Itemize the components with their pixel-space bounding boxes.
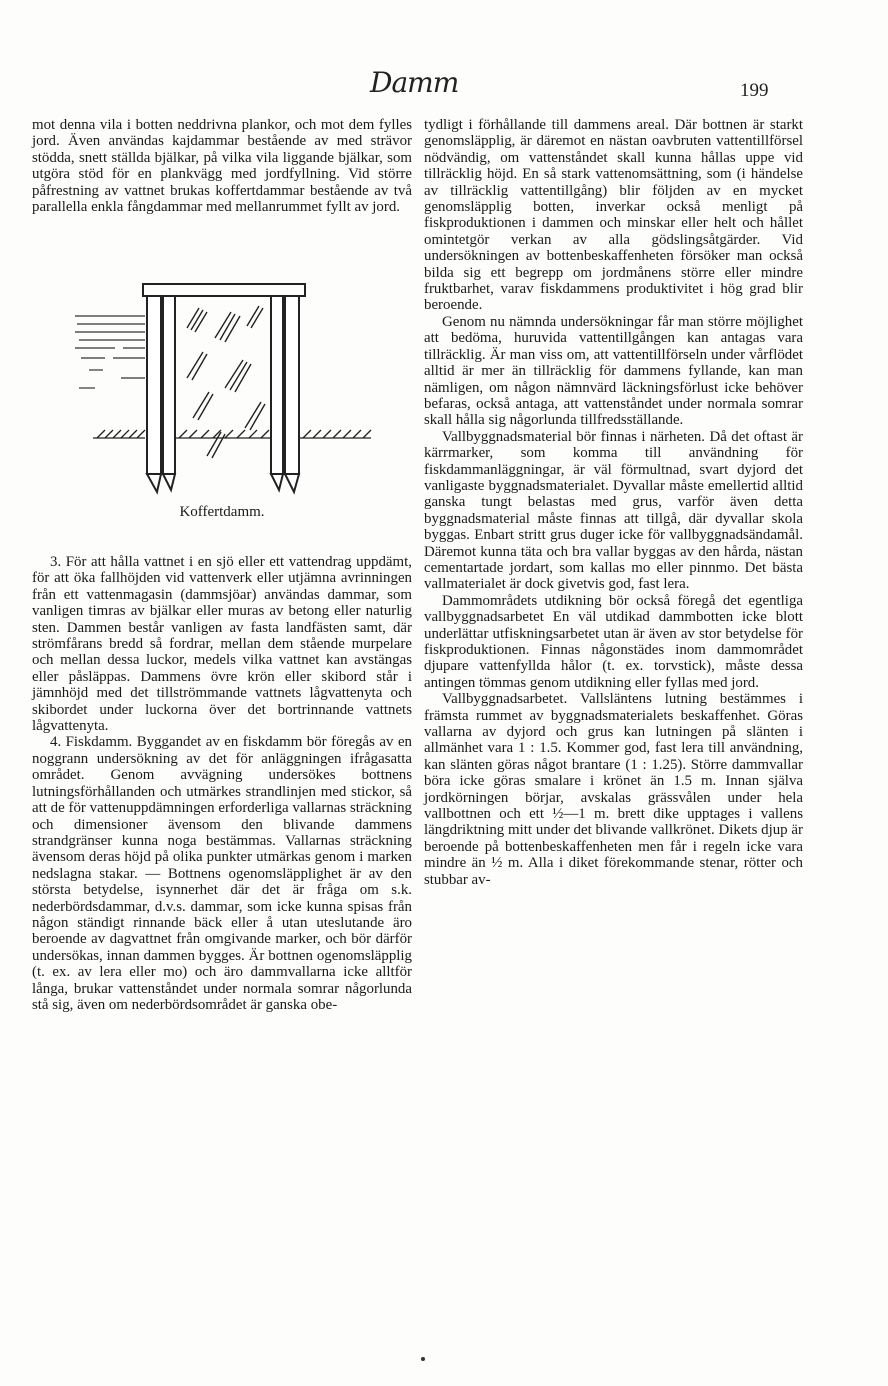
right-column <box>424 117 803 888</box>
paragraph: Dammområdets utdikning bör också föregå det egentliga vallbyggnadsarbetet En väl utdikad dammbotten icke blott underlättar utfiskningsarbetet utan är även av stor betydelse för fiskproduktionen. Finnas någonstädes inom dammområdet djupare vattenfyllda hålor (t. ex. torvstick), måste dessa antingen tömmas genom utdikning eller fyllas med jord. <box>424 592 803 691</box>
running-head: Damm <box>370 66 459 99</box>
paragraph: Vallbyggnadsmaterial bör finnas i närheten. Då det oftast är kärrmarker, som komma till användning för fiskdammanläggningar, är väl förmultnad, svart dyjord det vanligaste byggnadsmaterialet. Dyvallar måste emellertid alltid ganska tungt belastas med grus, varför även detta byggnadsmaterial måste finnas att tillgå, där dyvallar skola byggas. Enbart stritt grus duger icke för vallbyggnadsändamål. Däremot kunna täta och bra vallar byggas av den hårda, nästan cementartade jordart, som kallas mo eller pinnmo. Det bästa vallmaterialet är dock givetvis god, fast lera. <box>424 428 803 593</box>
paragraph: tydligt i förhållande till dammens areal. Där bottnen är starkt genomsläpplig, är däremot en nästan oavbruten vattentillförsel nödvändig, om vattenståndet skall kunna hållas uppe vid tillräcklig höjd. En så stark vattenomsättning, som (i händelse av tillräcklig vattentillgång) blir följden av en mycket genomsläpplig botten, inverkar också menligt på fiskproduktionen i dammen och minskar eller helt och hållet omintetgör verkan av alla gödslingsåtgärder. Vid undersökningen av bottenbeskaffenheten försöker man också bilda sig ett begrepp om jordmånens större eller mindre fruktbarhet, varav fiskdammens produktivitet i hög grad blir beroende. <box>424 117 803 314</box>
paragraph: 4. Fiskdamm. Byggandet av en fiskdamm bör föregås av en noggrann undersökning av det för anläggningen ifrågasatta området. Genom avvägning undersökes bottnens lutningsförhållanden och utmärkes strandlinjen med stickor, så att de för vattenuppdämningen erforderliga vallarnas sträckning och dimensioner ävensom den blivande dammens strandgränser kunna noga bestämmas. Vallarnas sträckning ävensom deras höjd på olika punkter utmärkas genom i marken nedslagna stakar. — Bottnens ogenomsläpplighet är av den största betydelse, isynnerhet där det är fråga om s.k. nederbördsdammar, d.v.s. dammar, som icke kunna spisas från någon ständigt rinnande bäck eller å utan uteslutande äro beroende av dagvattnet från omgivande marker, och bör därför undersökas, innan dammen bygges. Är bottnen ogenomsläpplig (t. ex. av lera eller mo) och äro dammvallarna icke alltför långa, brukar vattenståndet under normala somrar någorlunda stå sig, även om nederbördsområdet är ganska obe- <box>32 734 412 1013</box>
left-column-bottom <box>32 554 412 1013</box>
koffertdamm-figure <box>75 278 375 503</box>
page-mark <box>421 1357 425 1361</box>
paragraph: mot denna vila i botten neddrivna plankor, och mot dem fylles jord. Även användas kajdammar bestående av med strävor stödda, snett ställda bjälkar, på vilka vila liggande bjälkar, som utgöra stöd för en plankvägg med jordfyllning. Vid större påfrestning av vattnet brukas koffertdammar bestående av två parallella enkla fångdammar med mellanrummet fyllt av jord. <box>32 117 412 216</box>
paragraph: 3. För att hålla vattnet i en sjö eller ett vattendrag uppdämt, för att öka fallhöjden vid vattenverk eller utjämna avrinningen från ett vattenmagasin (dammsjöar) användas dammar, som vanligen timras av bjälkar eller muras av betong eller naturlig sten. Dammen består vanligen av fasta landfästen samt, där strömfårans bredd så fordrar, mellan dem stående murpelare och mellan dessa luckor, medels vilka vattnet kan avstängas eller påsläppas. Dammens övre krön eller skibord står i jämnhöjd med det tillströmmande vattnets lågvattenyta och skibordet under luckorna över det bortrinnande vattnets lågvattenyta. <box>32 554 412 735</box>
paragraph: Vallbyggnadsarbetet. Vallsläntens lutning bestämmes i främsta rummet av byggnadsmaterialets beskaffenhet. Göras vallarna av dyjord och grus kan lutningen på slänten i allmänhet vara 1 : 1.5. Kommer god, fast lera till användning, kan slänten göras något brantare (1 : 1.25). Större dammvallar böra icke göras smalare i krönet än 1.5 m. Innan själva jordkörningen börjar, avskalas grässvålen under hela vallbottnen och ett ½—1 m. brett dike upptages i vallens längdriktning mitt under det blivande vallkrönet. Dikets djup är beroende på bottenbeskaffenheten men får i regeln icke vara mindre än ½ m. Alla i diket förekommande stenar, rötter och stubbar av- <box>424 691 803 888</box>
left-column-top <box>32 117 412 215</box>
page-number: 199 <box>740 80 769 101</box>
figure-caption: Koffertdamm. <box>179 504 265 520</box>
paragraph: Genom nu nämnda undersökningar får man större möjlighet att bedöma, huruvida vattentillgången kan antagas vara tillräcklig. Är man viss om, att vattentillförseln under vårflödet alltid är mer än tillräcklig för dammens fyllande, kan man nämligen, om någon nämnvärd läckningsförlust icke behöver befaras, också antaga, att vattenståndet under normala somrar skall hålla sig någorlunda tillfredsställande. <box>424 313 803 429</box>
